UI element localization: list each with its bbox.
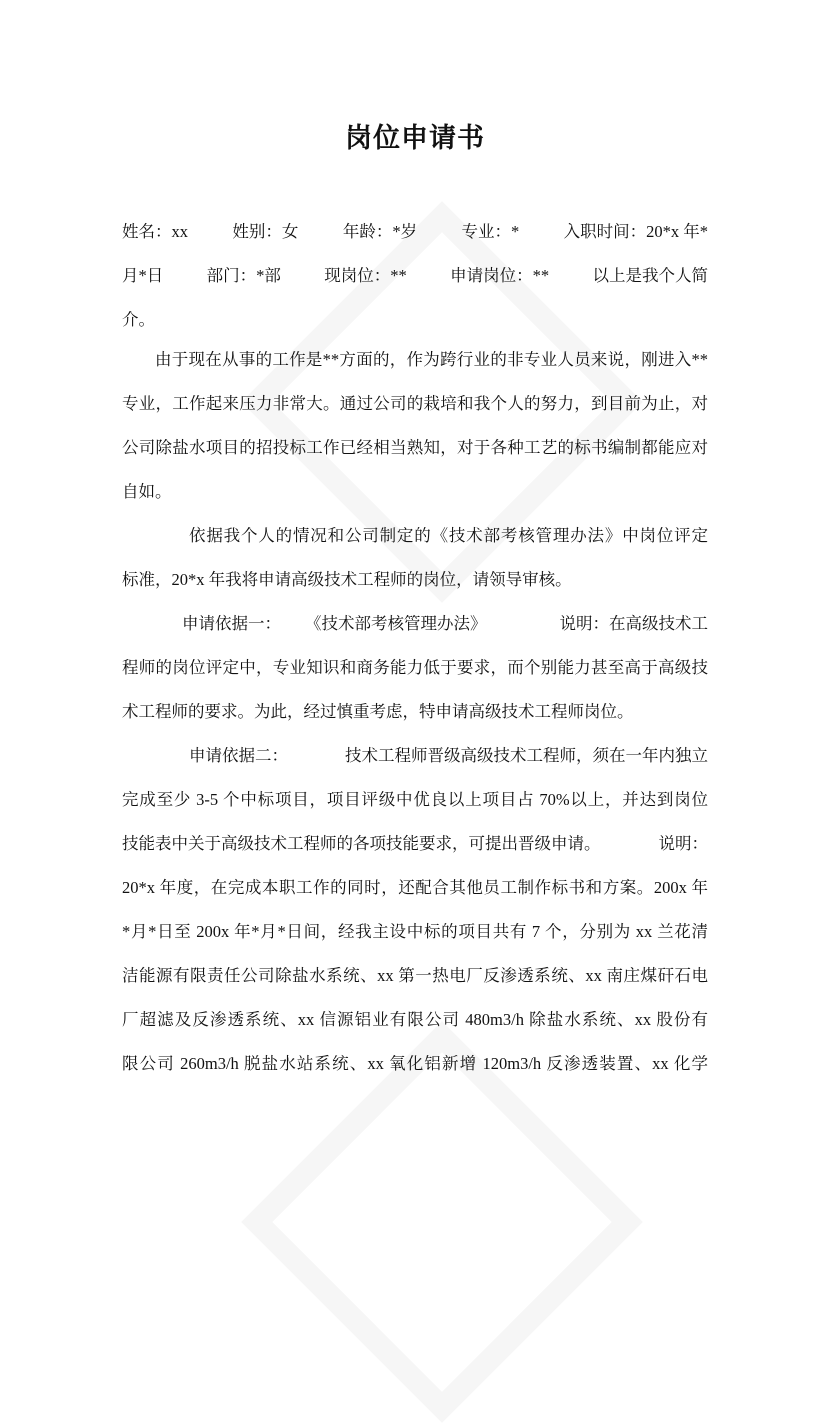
gender-field: 姓别：女 (232, 222, 299, 241)
age-field: 年龄：*岁 (342, 222, 418, 241)
paragraph-line: 完成至少 3-5 个中标项目，项目评级中优良以上项目占 70%以上，并达到岗位 (122, 790, 708, 809)
intro-text: 以上是我个人简 (592, 266, 708, 285)
department-field: 部门：*部 (206, 266, 281, 285)
note-label: 说明： (658, 834, 708, 853)
basis-two-line (122, 744, 708, 768)
basis-two-text: 技术工程师晋级高级技术工程师，须在一年内独立 (345, 746, 708, 765)
hire-date-field: 入职时间：20*x 年* (563, 222, 708, 241)
watermark (241, 1021, 643, 1423)
basis-one-label: 申请依据一： (182, 614, 281, 633)
paragraph-text: 技能表中关于高级技术工程师的各项技能要求，可提出晋级申请。 (122, 834, 601, 853)
paragraph-line: 限公司 260m3/h 脱盐水站系统、xx 氧化铝新增 120m3/h 反渗透装置、xx 化学 (122, 1054, 708, 1073)
document-title: 岗位申请书 (345, 123, 485, 153)
paragraph-line: 20*x 年度，在完成本职工作的同时，还配合其他员工制作标书和方案。200x 年 (122, 878, 708, 897)
paragraph-line: 自如。 (122, 482, 172, 501)
personal-info-line-2 (122, 264, 708, 288)
paragraph-line: 厂超滤及反渗透系统、xx 信源铝业有限公司 480m3/h 除盐水系统、xx 股份有 (122, 1010, 708, 1029)
paragraph-line: 程师的岗位评定中，专业知识和商务能力低于要求，而个别能力甚至高于高级技 (122, 658, 708, 677)
paragraph-line: 洁能源有限责任公司除盐水系统、xx 第一热电厂反渗透系统、xx 南庄煤矸石电 (122, 966, 708, 985)
applied-position-field: 申请岗位：** (450, 266, 550, 285)
basis-one-line (122, 612, 708, 636)
paragraph-line: 由于现在从事的工作是**方面的，作为跨行业的非专业人员来说，刚进入** (155, 350, 708, 369)
major-field: 专业：* (461, 222, 520, 241)
current-position-field: 现岗位：** (324, 266, 407, 285)
paragraph-line (122, 832, 708, 856)
basis-two-label: 申请依据二： (189, 746, 288, 765)
personal-info-line-1 (122, 220, 708, 244)
name-field: 姓名：xx (122, 222, 188, 241)
paragraph-line: 介。 (122, 310, 155, 329)
paragraph-line: 标准，20*x 年我将申请高级技术工程师的岗位，请领导审核。 (122, 570, 572, 589)
paragraph-line: 专业，工作起来压力非常大。通过公司的栽培和我个人的努力，到目前为止，对 (122, 394, 708, 413)
paragraph-line: 公司除盐水项目的招投标工作已经相当熟知，对于各种工艺的标书编制都能应对 (122, 438, 708, 457)
basis-one-note: 说明：在高级技术工 (559, 614, 708, 633)
paragraph-line: 依据我个人的情况和公司制定的《技术部考核管理办法》中岗位评定 (189, 526, 708, 545)
hire-date-cont: 月*日 (122, 266, 164, 285)
paragraph-line: 术工程师的要求。为此，经过慎重考虑，特申请高级技术工程师岗位。 (122, 702, 634, 721)
basis-one-document: 《技术部考核管理办法》 (305, 614, 487, 633)
paragraph-line: *月*日至 200x 年*月*日间，经我主设中标的项目共有 7 个，分别为 xx 兰花清 (122, 922, 708, 941)
